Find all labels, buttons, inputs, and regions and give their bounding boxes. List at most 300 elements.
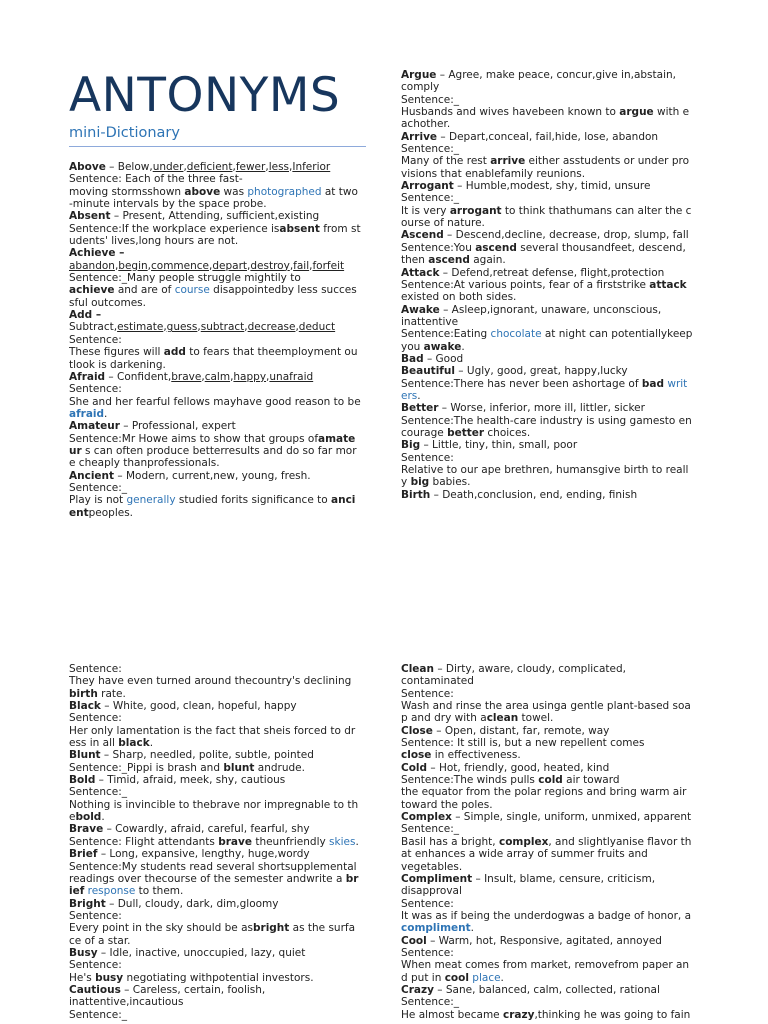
headword: ascend <box>475 241 517 254</box>
text-run: theunfriendly <box>251 835 330 848</box>
text-line <box>69 848 369 860</box>
headword: birth <box>69 687 98 700</box>
headword: argue <box>619 106 654 119</box>
headword: Complex <box>401 811 452 824</box>
text-run: Sentence:Mr Howe aims to show that groups of <box>69 432 319 445</box>
headword: clean <box>486 712 519 725</box>
text-run: Sentence: <box>401 946 454 959</box>
text-run: disappointedby less succes <box>209 284 357 297</box>
text-line <box>69 836 369 848</box>
underlined-word: forfeit <box>312 259 345 272</box>
text-line <box>69 749 369 761</box>
column-1 <box>69 161 369 519</box>
headword: Crazy <box>401 983 434 996</box>
text-line <box>401 935 697 947</box>
text-run: It is very <box>401 204 450 217</box>
headword: br <box>345 872 359 885</box>
text-run: to fears that theemployment ou <box>185 346 358 359</box>
text-run: – Defend,retreat defense, flight,protection <box>439 266 665 279</box>
text-line <box>69 922 369 934</box>
text-line <box>69 935 369 947</box>
text-run: , <box>114 259 119 272</box>
headword: Cold <box>401 761 428 774</box>
text-line <box>69 799 369 811</box>
text-line <box>401 774 697 786</box>
headword: Add – <box>69 309 102 322</box>
underlined-word: depart <box>212 259 248 272</box>
text-run: Sentence:If the workplace experience is <box>69 222 280 235</box>
text-line <box>401 229 697 241</box>
headword: Achieve – <box>69 247 125 260</box>
text-line <box>69 786 369 798</box>
text-run: – Modern, current,new, young, fresh. <box>114 469 311 482</box>
text-run: – Timid, afraid, meek, shy, cautious <box>95 774 286 787</box>
text-line <box>69 996 369 1008</box>
link[interactable]: place <box>472 971 501 984</box>
text-run: He almost became <box>401 1008 503 1021</box>
text-line <box>69 433 369 445</box>
text-run: ourse of nature. <box>401 217 485 230</box>
text-line <box>69 762 369 774</box>
text-run: Every point in the sky should be as <box>69 922 253 935</box>
text-run: – Insult, blame, censure, criticism, <box>472 872 656 885</box>
text-line <box>401 663 697 675</box>
headword: Close <box>401 724 433 737</box>
text-run: sful outcomes. <box>69 296 146 309</box>
text-run: with e <box>653 106 690 119</box>
text-run: – Sharp, needled, polite, subtle, pointed <box>100 749 314 762</box>
text-run: toward the poles. <box>401 798 493 811</box>
text-run: – Humble,modest, shy, timid, unsure <box>453 180 651 193</box>
text-line <box>69 737 369 749</box>
text-run: tlook is darkening. <box>69 358 166 371</box>
text-run: He's <box>69 971 96 984</box>
text-line <box>401 217 697 229</box>
text-line <box>401 489 697 501</box>
text-line <box>401 1009 697 1021</box>
text-run: Many of the rest <box>401 155 491 168</box>
headword: Big <box>401 439 421 452</box>
headword: Above <box>69 161 106 173</box>
text-run: – Asleep,ignorant, unaware, unconscious, <box>439 303 662 316</box>
headword: Arrogant <box>401 180 454 193</box>
headword: Brave <box>69 823 104 836</box>
text-run: inattentive <box>401 315 459 328</box>
text-line <box>401 328 697 340</box>
link[interactable]: generally <box>126 494 176 507</box>
headword: Beautiful <box>401 365 455 378</box>
text-run: babies. <box>429 476 471 489</box>
text-line <box>401 378 697 390</box>
underlined-word: abandon <box>69 259 115 272</box>
text-run: – Good <box>423 352 464 365</box>
text-line <box>401 823 697 835</box>
text-line <box>69 457 369 469</box>
text-run: studied forits significance to <box>175 494 332 507</box>
text-line <box>401 427 697 439</box>
link[interactable]: photographed <box>247 185 322 198</box>
text-line <box>69 186 369 198</box>
text-run: Play is not <box>69 494 127 507</box>
headword: Amateur <box>69 420 120 433</box>
text-run: Sentence:The winds pulls <box>401 774 539 787</box>
text-run: Sentence:_Pippi is brash and <box>69 761 224 774</box>
text-run: contaminated <box>401 675 474 688</box>
text-line <box>401 749 697 761</box>
text-run: Sentence: <box>401 451 454 464</box>
text-run: , <box>230 370 234 383</box>
text-run: disapproval <box>401 885 462 898</box>
text-line <box>69 774 369 786</box>
page-title: ANTONYMS <box>69 68 341 123</box>
headword: Brief <box>69 848 98 861</box>
headword: attack <box>649 278 687 291</box>
text-line <box>69 885 369 897</box>
text-run: Sentence: <box>69 663 122 675</box>
text-line <box>69 359 369 371</box>
headword: Cautious <box>69 983 121 996</box>
text-run: , <box>147 259 151 272</box>
text-run: Sentence:_ <box>401 192 460 205</box>
headword: Bright <box>69 897 106 910</box>
text-run: Sentence:_ <box>401 996 460 1009</box>
text-line <box>69 1009 369 1021</box>
text-run: rate. <box>97 687 126 700</box>
text-run: – Little, tiny, thin, small, poor <box>420 439 578 452</box>
text-run: Sentence:At various points, fear of a firststrike <box>401 278 650 291</box>
text-run: . <box>355 835 359 848</box>
text-line <box>401 69 697 81</box>
text-line <box>401 131 697 143</box>
text-line <box>401 365 697 377</box>
headword: Better <box>401 402 439 415</box>
text-run: Sentence:The health-care industry is using gamesto en <box>401 414 692 427</box>
text-run: Subtract, <box>69 321 118 334</box>
text-line <box>69 494 369 506</box>
text-run: at enhances a wide array of summer fruits and <box>401 848 648 861</box>
text-run: to them. <box>135 885 184 898</box>
text-line <box>401 712 697 724</box>
text-run: – Warm, hot, Responsive, agitated, annoyed <box>426 934 662 947</box>
text-line <box>401 168 697 180</box>
text-run: Sentence:_ <box>401 93 460 106</box>
text-line <box>69 309 369 321</box>
text-line <box>401 279 697 291</box>
text-line <box>69 321 369 333</box>
headword: Arrive <box>401 130 438 143</box>
text-line <box>401 675 697 687</box>
text-line <box>69 272 369 284</box>
text-run: They have even turned around thecountry's declining <box>69 675 352 688</box>
text-run: moving stormsshown <box>69 185 185 198</box>
headword: Black <box>69 700 101 713</box>
text-line <box>401 885 697 897</box>
text-line <box>69 173 369 185</box>
text-line <box>69 346 369 358</box>
text-run: e cheaply thanprofessionals. <box>69 457 220 470</box>
text-run: visions that enablefamily reunions. <box>401 167 586 180</box>
text-line <box>401 861 697 873</box>
text-line <box>69 823 369 835</box>
text-run: you <box>401 340 424 353</box>
headword: Argue <box>401 69 437 81</box>
text-run: – Confident, <box>105 370 172 383</box>
headword: Awake <box>401 303 440 316</box>
headword: arrive <box>490 155 526 168</box>
text-line <box>69 947 369 959</box>
text-run: – Idle, inactive, unoccupied, lazy, quiet <box>97 946 306 959</box>
text-run: . <box>500 971 504 984</box>
text-run: , <box>309 259 313 272</box>
text-run: . <box>417 389 421 402</box>
headword: crazy <box>502 1008 535 1021</box>
text-run: – Hot, friendly, good, heated, kind <box>427 761 610 774</box>
text-line <box>401 762 697 774</box>
headword: Clean <box>401 663 434 675</box>
underlined-word: begin <box>118 259 148 272</box>
text-run: . <box>149 737 154 750</box>
headword: awake <box>423 340 462 353</box>
text-run: She and her fearful fellows mayhave good reason to be <box>69 395 361 408</box>
text-line <box>401 984 697 996</box>
text-run: – Below, <box>105 161 153 173</box>
text-run: negotiating withpotential investors. <box>123 971 314 984</box>
headword: Bold <box>69 774 96 787</box>
headword: better <box>447 426 485 439</box>
text-run: Sentence:_ <box>69 786 128 799</box>
text-line <box>69 161 369 173</box>
text-line <box>401 316 697 328</box>
text-line <box>401 873 697 885</box>
text-line <box>69 260 369 272</box>
text-run: Her only lamentation is the fact that sheis forced to dr <box>69 724 356 737</box>
headword: ascend <box>428 254 470 267</box>
text-run: ce of a star. <box>69 934 131 947</box>
text-line <box>69 811 369 823</box>
text-run: , <box>163 321 167 334</box>
text-line <box>401 402 697 414</box>
text-line <box>401 439 697 451</box>
text-line <box>69 247 369 259</box>
text-run: Sentence: <box>401 687 454 700</box>
column-4 <box>401 663 697 1021</box>
text-run: , <box>265 161 269 173</box>
text-run: y <box>401 476 411 489</box>
text-line <box>401 143 697 155</box>
text-run: Nothing is invincible to thebrave nor impregnable to th <box>69 798 359 811</box>
text-run: p and dry with a <box>401 712 487 725</box>
text-run: – Dull, cloudy, dark, dim,gloomy <box>105 897 279 910</box>
text-run: Sentence: <box>69 333 122 346</box>
text-run: Sentence:You <box>401 241 476 254</box>
text-line <box>401 959 697 971</box>
headword: Blunt <box>69 749 101 762</box>
text-run: Sentence: It still is, but a new repellent comes <box>401 737 645 750</box>
text-line <box>69 334 369 346</box>
text-line <box>401 304 697 316</box>
text-line <box>401 267 697 279</box>
headword: bright <box>253 922 290 935</box>
headword: Absent <box>69 210 111 223</box>
link[interactable]: compliment <box>401 922 471 935</box>
underlined-word: deduct <box>298 321 336 334</box>
headword: ur <box>69 444 82 457</box>
text-run: Husbands and wives havebeen known to <box>401 106 620 119</box>
text-run: – Present, Attending, sufficient,existing <box>110 210 320 223</box>
text-line <box>401 910 697 922</box>
text-run: air toward <box>562 774 620 787</box>
text-line <box>401 254 697 266</box>
text-run: , <box>266 370 270 383</box>
headword: complex <box>498 835 549 848</box>
text-run: inattentive,incautious <box>69 996 184 1009</box>
headword: bad <box>641 377 665 390</box>
text-run: , <box>244 321 248 334</box>
headword: add <box>163 346 186 359</box>
text-run: Sentence:_ <box>401 143 460 156</box>
text-run: towel. <box>518 712 554 725</box>
headword: close <box>401 749 432 762</box>
underlined-word: decrease <box>247 321 296 334</box>
text-run: – Cowardly, afraid, careful, fearful, shy <box>103 823 310 836</box>
underlined-word: Inferior <box>292 161 331 173</box>
text-run: , <box>197 321 201 334</box>
headword: above <box>184 185 221 198</box>
text-line <box>401 118 697 130</box>
text-run: – Long, expansive, lengthy, huge,wordy <box>97 848 310 861</box>
underlined-word: fewer <box>235 161 266 173</box>
text-line <box>401 725 697 737</box>
text-line <box>69 675 369 687</box>
text-run: When meat comes from market, removefrom paper an <box>401 959 690 972</box>
text-run: andrude. <box>254 761 305 774</box>
headword: brave <box>218 835 252 848</box>
text-run: , <box>201 370 205 383</box>
text-run: the equator from the polar regions and bring warm air <box>401 786 687 799</box>
page-subtitle: mini-Dictionary <box>69 125 180 141</box>
text-run: ess in all <box>69 737 119 750</box>
text-run: – Agree, make peace, concur,give in,abstain, <box>436 69 676 81</box>
text-run: vegetables. <box>401 860 463 873</box>
text-run: Sentence: <box>69 712 122 725</box>
text-run: . <box>101 811 105 824</box>
headword: blunt <box>223 761 255 774</box>
text-run: – Open, distant, far, remote, way <box>432 724 610 737</box>
text-line <box>401 205 697 217</box>
text-run: – Simple, single, uniform, unmixed, apparent <box>451 811 692 824</box>
text-line <box>401 180 697 192</box>
text-run: , <box>183 161 187 173</box>
text-line <box>401 836 697 848</box>
text-line <box>69 873 369 885</box>
text-run: Sentence: Each of the three fast- <box>69 173 243 186</box>
link[interactable]: response <box>87 885 136 898</box>
headword: Birth <box>401 488 431 501</box>
text-line <box>69 210 369 222</box>
text-run: – Death,conclusion, end, ending, finish <box>430 488 638 501</box>
text-line <box>69 725 369 737</box>
link[interactable]: writ <box>667 377 688 390</box>
text-run: e <box>69 811 76 824</box>
text-line <box>401 353 697 365</box>
text-run: – Depart,conceal, fail,hide, lose, abandon <box>437 130 659 143</box>
headword: Attack <box>401 266 440 279</box>
text-run: Sentence:_ <box>401 823 460 836</box>
text-line <box>69 408 369 420</box>
text-run: and are of <box>114 284 175 297</box>
underlined-word: subtract <box>200 321 245 334</box>
text-run: d put in <box>401 971 445 984</box>
headword: Compliment <box>401 872 473 885</box>
underlined-word: destroy <box>250 259 290 272</box>
underlined-word: brave <box>171 370 202 383</box>
text-line <box>69 198 369 210</box>
text-line <box>69 984 369 996</box>
text-run: Sentence:_ <box>69 481 128 494</box>
headword: busy <box>95 971 124 984</box>
text-run: . <box>470 922 474 935</box>
headword: amate <box>318 432 356 445</box>
text-line <box>401 947 697 959</box>
text-run: as the surfa <box>289 922 356 935</box>
text-run: at night can potentiallykeep <box>541 328 693 341</box>
text-run: several thousandfeet, descend, <box>516 241 686 254</box>
text-run: These figures will <box>69 346 164 359</box>
text-run: – Professional, expert <box>119 420 236 433</box>
text-line <box>401 848 697 860</box>
link[interactable]: ers <box>401 389 418 402</box>
text-run: again. <box>469 254 506 267</box>
headword: cold <box>538 774 563 787</box>
text-run: either asstudents or under pro <box>525 155 690 168</box>
headword: big <box>410 476 430 489</box>
link[interactable]: skies <box>329 835 356 848</box>
text-run: courage <box>401 426 448 439</box>
text-run: . <box>461 340 465 353</box>
underlined-word: fail <box>293 259 310 272</box>
underlined-word: deficient <box>186 161 233 173</box>
text-run: s can often produce betterresults and do so far mor <box>81 444 357 457</box>
text-line <box>69 507 369 519</box>
headword: absent <box>279 222 320 235</box>
text-run: Sentence:Eating <box>401 328 491 341</box>
link[interactable]: chocolate <box>490 328 542 341</box>
text-line <box>401 688 697 700</box>
text-run: , <box>209 259 213 272</box>
link[interactable]: afraid <box>69 407 105 420</box>
text-run: Sentence: <box>69 959 122 972</box>
headword: Busy <box>69 946 98 959</box>
headword: achieve <box>69 284 115 297</box>
link[interactable]: course <box>174 284 210 297</box>
underlined-word: unafraid <box>269 370 314 383</box>
text-run: Sentence:_Many people struggle mightily to <box>69 272 301 285</box>
text-line <box>401 464 697 476</box>
text-line <box>401 106 697 118</box>
text-run: Wash and rinse the area usinga gentle plant-based soa <box>401 700 691 713</box>
text-run: Relative to our ape brethren, humansgive birth to reall <box>401 464 689 476</box>
text-line <box>69 371 369 383</box>
text-run: , <box>289 259 294 272</box>
underlined-word: guess <box>166 321 198 334</box>
text-line <box>401 341 697 353</box>
text-run: Basil has a bright, <box>401 835 499 848</box>
text-line <box>69 700 369 712</box>
text-line <box>69 235 369 247</box>
headword: cool <box>444 971 469 984</box>
text-run: peoples. <box>88 506 134 519</box>
text-run: , <box>295 321 299 334</box>
